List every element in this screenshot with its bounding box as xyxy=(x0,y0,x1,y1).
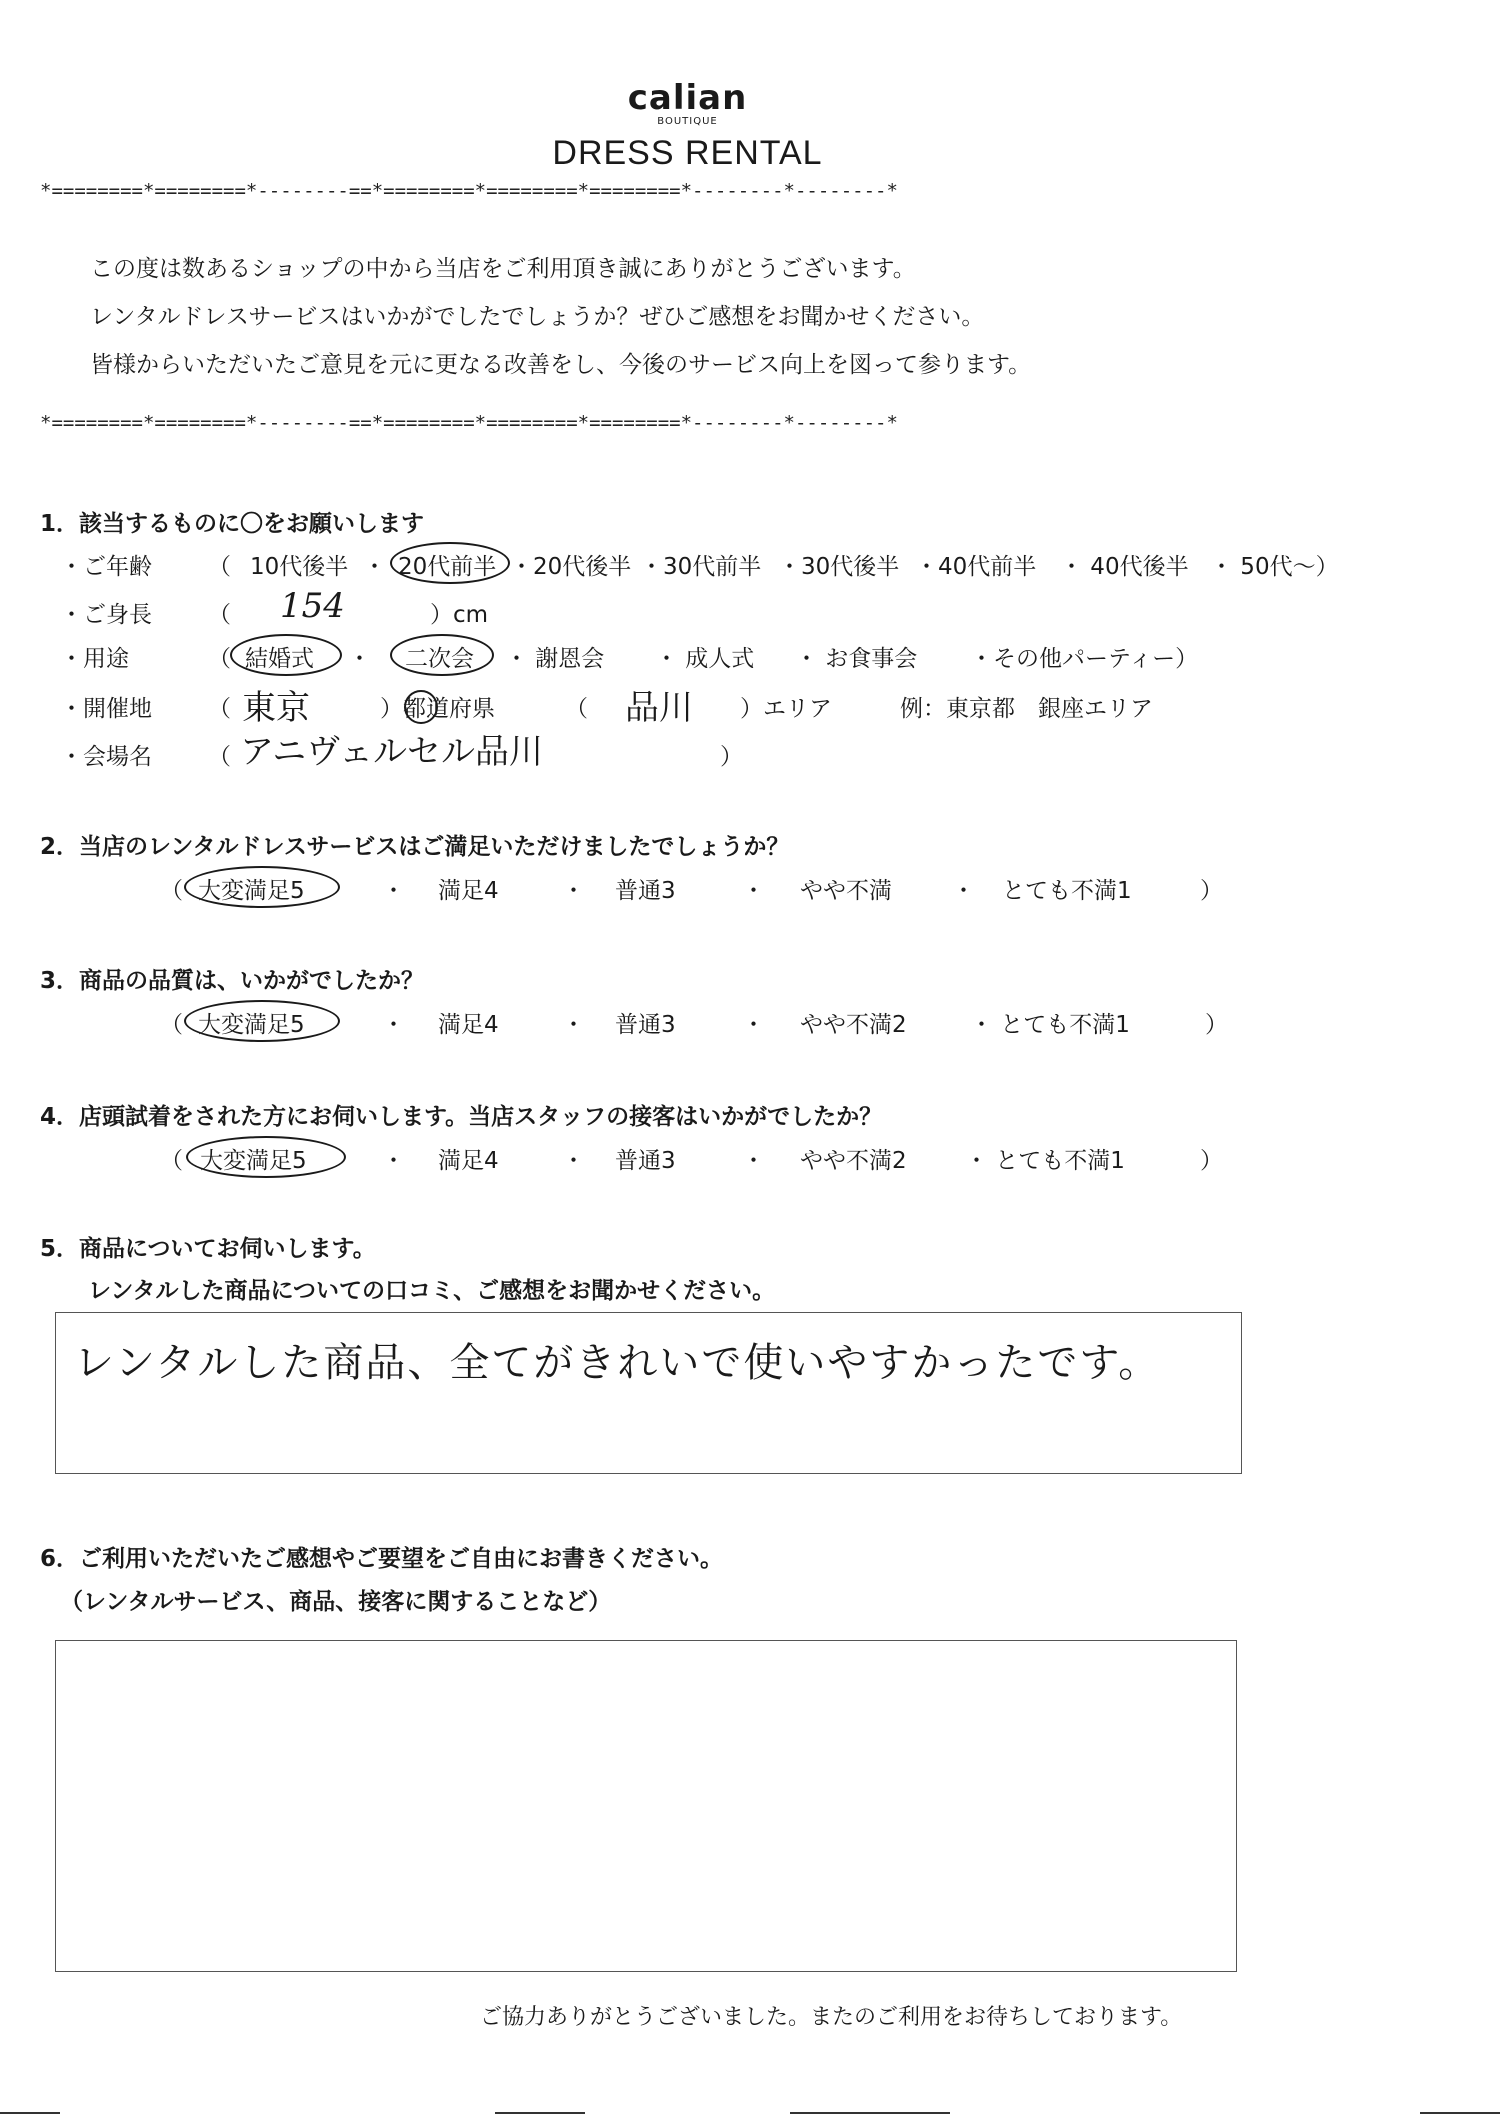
age-option[interactable]: 10代後半 xyxy=(250,554,349,580)
prefecture-value[interactable]: 東京 xyxy=(242,688,310,728)
location-open-paren: （ xyxy=(208,696,231,722)
purpose-option[interactable]: ・ 成人式 xyxy=(655,646,755,672)
area-suffix: ）エリア xyxy=(740,696,832,722)
selected-circle-mark xyxy=(404,690,438,724)
area-value[interactable]: 品川 xyxy=(625,688,693,728)
q2-close-paren: ） xyxy=(1200,878,1223,904)
q1-age-row xyxy=(60,548,1400,582)
q2-separator: ・ xyxy=(742,878,765,904)
q6-title: 6．ご利用いただいたご感想やご要望をご自由にお書きください。 xyxy=(40,1546,724,1572)
age-label: ・ご年齢 xyxy=(60,554,152,580)
height-value[interactable]: 154 xyxy=(280,586,345,626)
intro-line-3: 皆様からいただいたご意見を元に更なる改善をし、今後のサービス向上を図って参ります。 xyxy=(90,352,1032,378)
thank-you-message: ご協力ありがとうございました。またのご利用をお待ちしております。 xyxy=(480,2005,1183,2030)
q2-open-paren: （ xyxy=(160,878,183,904)
q5-subtitle: レンタルした商品についての口コミ、ご感想をお聞かせください。 xyxy=(88,1278,776,1304)
age-option[interactable]: ・40代前半 xyxy=(915,554,1037,580)
selected-circle-mark xyxy=(184,1000,340,1042)
height-label: ・ご身長 xyxy=(60,602,152,628)
intro-line-1: この度は数あるショップの中から当店をご利用頂き誠にありがとうございます。 xyxy=(90,256,916,282)
location-example: 例：東京都 銀座エリア xyxy=(900,696,1153,722)
q2-separator: ・ xyxy=(562,878,585,904)
q2-option[interactable]: やや不満 xyxy=(800,878,892,904)
q3-option[interactable]: 満足4 xyxy=(438,1012,499,1038)
purpose-option-selected[interactable]: 二次会 xyxy=(405,646,474,672)
q4-option[interactable]: 普通3 xyxy=(615,1148,676,1174)
q2-options-row xyxy=(160,872,1260,912)
q2-option[interactable]: とても不満1 xyxy=(1002,878,1132,904)
q1-height-row xyxy=(60,586,1260,636)
q4-option[interactable]: ・ とても不満1 xyxy=(965,1148,1125,1174)
q3-separator: ・ xyxy=(382,1012,405,1038)
brand-subtitle: BOUTIQUE xyxy=(657,116,718,127)
q5-answer-box[interactable] xyxy=(55,1312,1242,1474)
q4-close-paren: ） xyxy=(1200,1148,1223,1174)
q3-option[interactable]: 普通3 xyxy=(615,1012,676,1038)
q4-separator: ・ xyxy=(562,1148,585,1174)
q2-separator: ・ xyxy=(952,878,975,904)
q3-separator: ・ xyxy=(562,1012,585,1038)
intro-line-2: レンタルドレスサービスはいかがでしたでしょうか？ぜひご感想をお聞かせください。 xyxy=(90,304,985,330)
height-open-paren: （ xyxy=(208,602,231,628)
q2-option[interactable]: 満足4 xyxy=(438,878,499,904)
q4-option[interactable]: やや不満2 xyxy=(800,1148,907,1174)
q4-options-row xyxy=(160,1142,1260,1182)
scan-artifact xyxy=(1420,2112,1500,2114)
q2-title: 2．当店のレンタルドレスサービスはご満足いただけましたでしょうか？ xyxy=(40,834,790,860)
scan-artifact xyxy=(0,2112,60,2114)
selected-circle-mark xyxy=(390,542,510,584)
selected-circle-mark xyxy=(390,634,494,676)
area-open-paren: （ xyxy=(565,696,588,722)
age-option-selected[interactable]: 20代前半 xyxy=(398,554,497,580)
q5-title: 5．商品についてお伺いします。 xyxy=(40,1236,376,1262)
purpose-label: ・用途 xyxy=(60,646,129,672)
purpose-option[interactable]: ・その他パーティー） xyxy=(970,646,1199,672)
scan-artifact xyxy=(495,2112,585,2114)
selected-circle-mark xyxy=(186,1136,346,1178)
q3-option[interactable]: やや不満2 xyxy=(800,1012,907,1038)
q5-answer-text: レンタルした商品、全てがきれいで使いやすかったです。 xyxy=(74,1340,1161,1386)
venue-open-paren: （ xyxy=(208,744,231,770)
q4-title: 4．店頭試着をされた方にお伺いします。当店スタッフの接客はいかがでしたか？ xyxy=(40,1104,883,1130)
q3-close-paren: ） xyxy=(1205,1012,1228,1038)
age-option[interactable]: ・ 50代～） xyxy=(1210,554,1339,580)
q3-option[interactable]: ・ とても不満1 xyxy=(970,1012,1130,1038)
q3-open-paren: （ xyxy=(160,1012,183,1038)
q1-purpose-row xyxy=(60,640,1400,680)
venue-value[interactable]: アニヴェルセル品川 xyxy=(240,732,543,772)
q4-separator: ・ xyxy=(742,1148,765,1174)
q2-option[interactable]: 普通3 xyxy=(615,878,676,904)
purpose-option-selected[interactable]: 結婚式 xyxy=(245,646,314,672)
q4-option-selected[interactable]: 大変満足5 xyxy=(200,1148,307,1174)
q6-answer-box[interactable] xyxy=(55,1640,1237,1972)
q6-subtitle: （レンタルサービス、商品、接客に関することなど） xyxy=(60,1589,612,1615)
prefecture-suffix: ）都道府県 xyxy=(380,696,495,722)
purpose-separator: ・ xyxy=(348,646,371,672)
q2-separator: ・ xyxy=(382,878,405,904)
q3-options-row xyxy=(160,1006,1260,1046)
scan-artifact xyxy=(790,2112,950,2114)
venue-close-paren: ） xyxy=(720,744,743,770)
q3-title: 3．商品の品質は、いかがでしたか？ xyxy=(40,968,425,994)
q3-separator: ・ xyxy=(742,1012,765,1038)
location-label: ・開催地 xyxy=(60,696,152,722)
q3-option-selected[interactable]: 大変満足5 xyxy=(198,1012,305,1038)
brand-logo: calian xyxy=(627,78,748,118)
top-divider: *========*========*--------==*========*========*========*--------*--------* xyxy=(40,180,898,202)
purpose-option[interactable]: ・ お食事会 xyxy=(795,646,918,672)
venue-label: ・会場名 xyxy=(60,744,152,770)
q1-title: 1．該当するものに〇をお願いします xyxy=(40,511,425,537)
age-open-paren: （ xyxy=(208,554,231,580)
purpose-open-paren: （ xyxy=(208,646,231,672)
age-option[interactable]: ・ 40代後半 xyxy=(1060,554,1189,580)
q2-option-selected[interactable]: 大変満足5 xyxy=(198,878,305,904)
middle-divider: *========*========*--------==*========*========*========*--------*--------* xyxy=(40,412,898,434)
q1-venue-row xyxy=(60,732,1260,778)
age-separator: ・ xyxy=(363,554,386,580)
q4-option[interactable]: 満足4 xyxy=(438,1148,499,1174)
q4-open-paren: （ xyxy=(160,1148,183,1174)
height-unit: ）cm xyxy=(430,602,489,628)
selected-circle-mark xyxy=(184,866,340,908)
age-option[interactable]: ・20代後半 xyxy=(510,554,632,580)
selected-circle-mark xyxy=(230,634,342,676)
age-option[interactable]: ・30代前半 xyxy=(640,554,762,580)
purpose-option[interactable]: ・ 謝恩会 xyxy=(505,646,605,672)
age-option[interactable]: ・30代後半 xyxy=(778,554,900,580)
page-title: DRESS RENTAL xyxy=(552,134,823,172)
q4-separator: ・ xyxy=(382,1148,405,1174)
